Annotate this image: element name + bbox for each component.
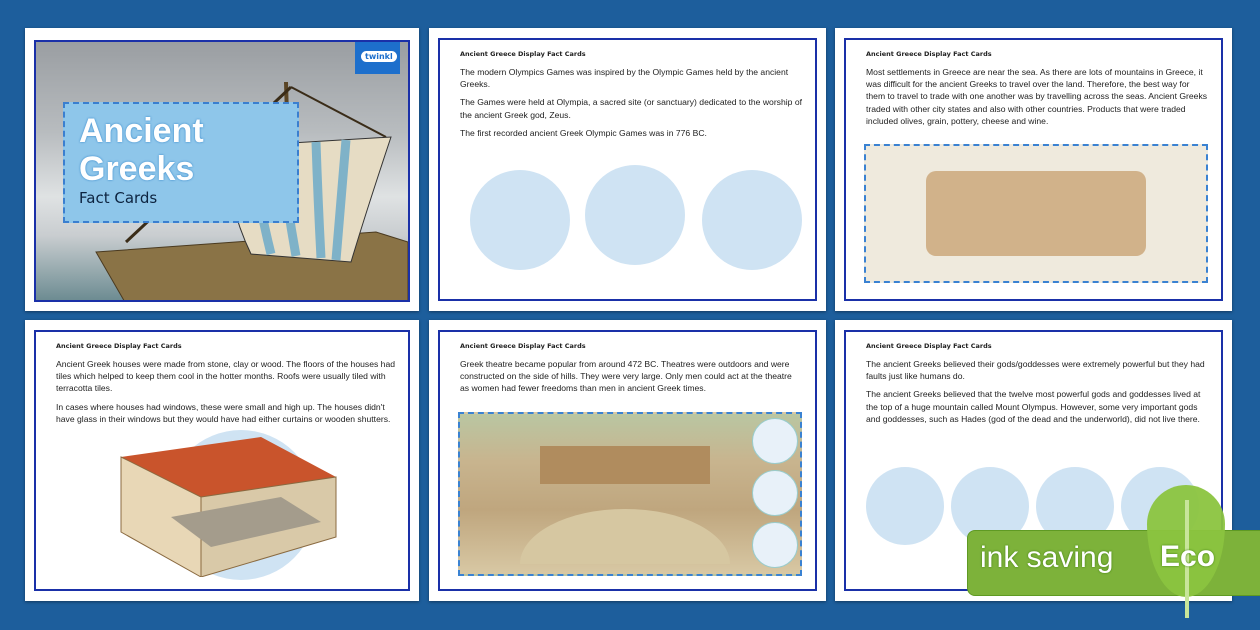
god-zeus-image <box>866 467 944 545</box>
card-text <box>460 358 803 401</box>
cover-image <box>34 40 410 302</box>
card-header: Ancient Greece Display Fact Cards <box>866 342 992 350</box>
athlete-javelin-image <box>702 170 802 270</box>
paragraph: Ancient Greek houses were made from stone, clay or wood. The floors of the houses had tiles which helped to keep them cool in the hotter months. Roofs were usually tiled with terracotta tiles. <box>56 359 395 394</box>
card-text <box>56 358 396 431</box>
card-border <box>438 330 817 591</box>
title-line-2: Greeks <box>79 150 195 188</box>
paragraph: The first recorded ancient Greek Olympic Games was in 776 BC. <box>460 127 707 138</box>
greek-house-image <box>111 437 351 577</box>
cover-card[interactable] <box>25 28 419 311</box>
card-header: Ancient Greece Display Fact Cards <box>56 342 182 350</box>
paragraph: Greek theatre became popular from around 472 BC. Theatres were outdoors and were constructed on the side of hills. They were very large. Only men could act at the theatre as women had fewer freedoms than men in ancient Greek times. <box>460 359 792 394</box>
paragraph: The ancient Greeks believed their gods/goddesses were extremely powerful but they had faults just like humans do. <box>866 359 1205 382</box>
logo-text: twinkl <box>361 51 397 62</box>
fact-card-theatre[interactable] <box>429 320 826 601</box>
mask-icon <box>752 470 798 516</box>
card-header: Ancient Greece Display Fact Cards <box>460 342 586 350</box>
trade-goods-image <box>864 144 1208 283</box>
mask-icon <box>752 522 798 568</box>
paragraph: The Games were held at Olympia, a sacred site (or sanctuary) dedicated to the worship of the ancient Greek god, Zeus. <box>460 97 803 120</box>
card-text <box>866 66 1209 133</box>
fact-card-houses[interactable] <box>25 320 419 601</box>
athlete-discus-image <box>470 170 570 270</box>
paragraph: The modern Olympics Games was inspired by the Olympic Games held by the ancient Greeks. <box>460 67 789 90</box>
card-border <box>844 38 1223 301</box>
paragraph: The ancient Greeks believed that the twelve most powerful gods and goddesses lived at the top of a huge mountain called Mount Olympus. However, some very important gods and goddesses, such as Hades (god of the dead and the underworld), did not live there. <box>866 389 1201 424</box>
athlete-jump-image <box>585 165 685 265</box>
cover-subtitle: Fact Cards <box>79 189 158 207</box>
mask-icon <box>752 418 798 464</box>
eco-label: Eco <box>1160 540 1216 573</box>
card-header: Ancient Greece Display Fact Cards <box>866 50 992 58</box>
paragraph: In cases where houses had windows, these were small and high up. The houses didn't have glass in their windows but they would have had either curtains or wooden shutters. <box>56 401 391 424</box>
card-border <box>34 330 410 591</box>
theatre-image <box>458 412 802 576</box>
fact-card-trade[interactable] <box>835 28 1232 311</box>
fact-card-olympics[interactable] <box>429 28 826 311</box>
card-border <box>438 38 817 301</box>
card-text <box>866 358 1209 431</box>
paragraph: Most settlements in Greece are near the sea. As there are lots of mountains in Greece, it was difficult for the ancient Greeks to travel over the land. Therefore, the best way for them to travel to trade with one another was by travelling across the seas. Ancient Greeks traded with other city states and also with other countries. Products that were traded included olives, grain, pottery, cheese and wine. <box>866 67 1208 126</box>
ink-saving-text: ink saving <box>980 541 1114 574</box>
title-line-1: Ancient <box>79 112 204 150</box>
card-header: Ancient Greece Display Fact Cards <box>460 50 586 58</box>
title-box <box>63 102 299 223</box>
cover-title <box>79 112 204 188</box>
card-text <box>460 66 803 145</box>
twinkl-logo <box>355 42 400 74</box>
